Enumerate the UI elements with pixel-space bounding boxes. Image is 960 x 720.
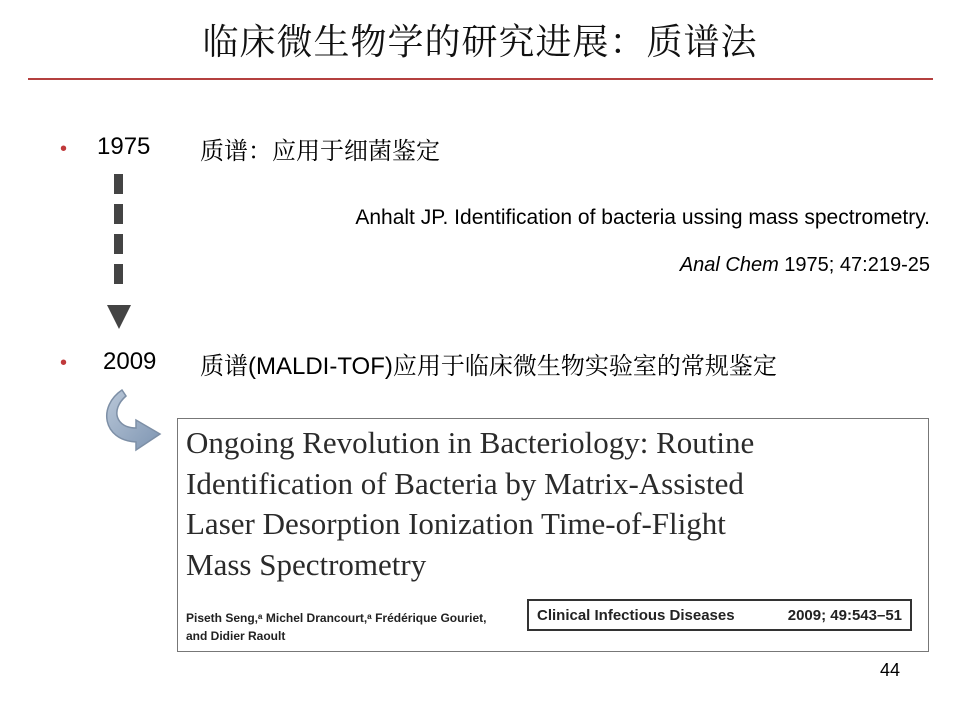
paper-title-line: Mass Spectrometry — [186, 546, 427, 582]
paper-excerpt — [177, 418, 929, 652]
journal-name: Clinical Infectious Diseases — [537, 606, 735, 624]
paper-title-line: Laser Desorption Ionization Time-of-Flight — [186, 506, 726, 541]
bullet-1975: • — [60, 138, 68, 160]
bullet-2009: • — [60, 352, 68, 374]
journal-citation-box — [527, 599, 912, 631]
reference-1975-journal: Anal Chem — [679, 254, 779, 276]
paper-title-line: Ongoing Revolution in Bacteriology: Routine — [186, 425, 755, 460]
journal-citation: 2009; 49:543–51 — [787, 606, 902, 624]
page-number: 44 — [880, 660, 901, 680]
paper-title — [186, 423, 846, 585]
year-1975: 1975 — [97, 133, 151, 160]
dashed-arrow-icon — [114, 174, 123, 294]
desc-2009-latin: (MALDI-TOF) — [248, 353, 393, 380]
paper-title-line: Identification of Bacteria by Matrix-Assisted — [186, 465, 744, 501]
arrowhead-down-icon — [107, 305, 131, 329]
reference-1975-line2 — [680, 254, 930, 277]
desc-2009-suffix: 应用于临床微生物实验室的常规鉴定 — [392, 352, 777, 380]
authors-line1: Piseth Seng,ᵃ Michel Drancourt,ᵃ Frédérique Gouriet, — [186, 611, 487, 625]
title-divider — [28, 78, 933, 80]
desc-2009 — [200, 346, 777, 381]
desc-2009-prefix: 质谱 — [200, 352, 248, 380]
desc-1975: 质谱：应用于细菌鉴定 — [200, 137, 440, 165]
reference-1975-line1: Anhalt JP. Identification of bacteria ussing mass spectrometry. — [355, 206, 930, 229]
paper-authors — [186, 609, 526, 645]
authors-line2: and Didier Raoult — [186, 629, 286, 643]
curved-arrow-icon — [96, 388, 176, 458]
slide-title: 临床微生物学的研究进展：质谱法 — [202, 22, 758, 63]
year-2009: 2009 — [103, 348, 157, 375]
reference-1975-citation: 1975; 47:219-25 — [778, 254, 930, 276]
